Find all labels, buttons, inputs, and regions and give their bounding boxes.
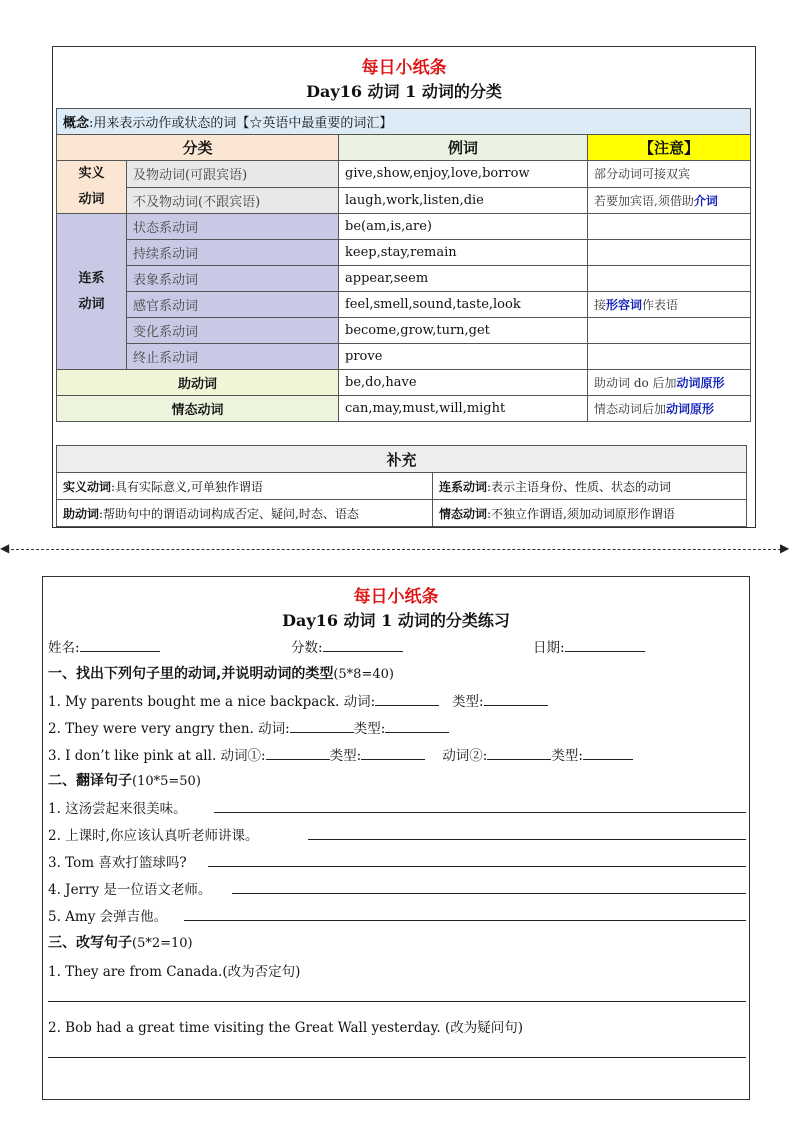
cat-modal: 情态动词 <box>57 396 339 422</box>
s3-question-2: 2. Bob had a great time visiting the Great Wall yesterday. (改为疑问句) <box>48 1020 524 1036</box>
s1-q3-type2-blank[interactable] <box>583 747 633 760</box>
sub-intransitive: 不及物动词(不跟宾语) <box>127 187 339 214</box>
examples-state: be(am,is,are) <box>339 214 588 240</box>
sub-continuous: 持续系动词 <box>127 240 339 266</box>
s1-question-3: 3. I don’t like pink at all. 动词①: 类型: 动词②: 类型: <box>48 744 633 764</box>
examples-sense: feel,smell,sound,taste,look <box>339 292 588 318</box>
arrow-right-icon: ▶ <box>780 541 790 555</box>
s2-q3-answer-line[interactable] <box>208 866 746 867</box>
examples-transitive: give,show,enjoy,love,borrow <box>339 161 588 188</box>
s1-question-1: 1. My parents bought me a nice backpack. 动词: 类型: <box>48 690 548 710</box>
header-category: 分类 <box>57 135 339 161</box>
section2-heading: 二、翻译句子(10*5=50) <box>48 773 201 789</box>
s2-question-3: 3. Tom 喜欢打篮球吗? <box>48 855 187 871</box>
examples-termination: prove <box>339 344 588 370</box>
date-field: 日期: <box>533 636 645 656</box>
s2-question-1: 1. 这汤尝起来很美味。 <box>48 801 187 817</box>
s3-q1-answer-line[interactable] <box>48 1001 746 1002</box>
examples-continuous: keep,stay,remain <box>339 240 588 266</box>
examples-auxiliary: be,do,have <box>339 370 588 396</box>
concept-label: 概念 <box>63 116 90 131</box>
arrow-left-icon: ◀ <box>0 541 10 555</box>
score-blank[interactable] <box>323 639 403 652</box>
card-title-red: 每日小纸条 <box>361 58 447 78</box>
s1-q3-type1-blank[interactable] <box>361 747 425 760</box>
verb-classification-table <box>56 108 751 422</box>
s1-q2-type-blank[interactable] <box>385 720 449 733</box>
name-blank[interactable] <box>80 639 160 652</box>
concept-text: :用来表示动作或状态的词【☆英语中最重要的词汇】 <box>89 116 393 131</box>
s1-question-2: 2. They were very angry then. 动词: 类型: <box>48 717 449 737</box>
s2-q1-answer-line[interactable] <box>214 812 746 813</box>
examples-intransitive: laugh,work,listen,die <box>339 187 588 214</box>
group-content-verbs: 实义 动词 <box>57 161 127 214</box>
supplement-title: 补充 <box>57 446 747 473</box>
group-linking-verbs: 连系 动词 <box>57 214 127 370</box>
cat-auxiliary: 助动词 <box>57 370 339 396</box>
header-examples: 例词 <box>339 135 588 161</box>
s2-q4-answer-line[interactable] <box>232 893 746 894</box>
exercise-title: Day16 动词 1 动词的分类练习 <box>282 611 510 630</box>
card-title: Day16 动词 1 动词的分类 <box>306 82 502 101</box>
exercise-title-red: 每日小纸条 <box>353 587 439 607</box>
note-modal: 情态动词后加动词原形 <box>588 396 751 422</box>
s2-q5-answer-line[interactable] <box>184 920 746 921</box>
section1-heading: 一、找出下列句子里的动词,并说明动词的类型(5*8=40) <box>48 666 394 682</box>
s2-q2-answer-line[interactable] <box>308 839 746 840</box>
s1-q3-verb2-blank[interactable] <box>487 747 551 760</box>
s1-q1-type-blank[interactable] <box>484 693 548 706</box>
examples-appearance: appear,seem <box>339 266 588 292</box>
supplement-modal-verb: 情态动词:不独立作谓语,须加动词原形作谓语 <box>433 500 747 527</box>
section3-heading: 三、改写句子(5*2=10) <box>48 935 193 951</box>
s3-question-1: 1. They are from Canada.(改为否定句) <box>48 964 301 980</box>
score-field: 分数: <box>291 636 403 656</box>
s3-q2-answer-line[interactable] <box>48 1057 746 1058</box>
s2-question-5: 5. Amy 会弹吉他。 <box>48 909 168 925</box>
concept-row <box>57 109 751 135</box>
note-auxiliary: 助动词 do 后加动词原形 <box>588 370 751 396</box>
sub-state: 状态系动词 <box>127 214 339 240</box>
examples-change: become,grow,turn,get <box>339 318 588 344</box>
note-transitive: 部分动词可接双宾 <box>588 161 751 188</box>
note-sense: 接形容词作表语 <box>588 292 751 318</box>
supplement-linking-verb: 连系动词:表示主语身份、性质、状态的动词 <box>433 473 747 500</box>
s2-question-4: 4. Jerry 是一位语文老师。 <box>48 882 212 898</box>
sub-termination: 终止系动词 <box>127 344 339 370</box>
note-intransitive: 若要加宾语,须借助介词 <box>588 187 751 214</box>
supplement-table <box>56 445 747 527</box>
s1-q1-verb-blank[interactable] <box>375 693 439 706</box>
sub-change: 变化系动词 <box>127 318 339 344</box>
sub-sense: 感官系动词 <box>127 292 339 318</box>
sub-transitive: 及物动词(可跟宾语) <box>127 161 339 188</box>
name-field: 姓名: <box>48 636 160 656</box>
date-blank[interactable] <box>565 639 645 652</box>
sub-appearance: 表象系动词 <box>127 266 339 292</box>
s1-q2-verb-blank[interactable] <box>290 720 354 733</box>
header-note: 【注意】 <box>588 135 751 161</box>
supplement-content-verb: 实义动词:具有实际意义,可单独作谓语 <box>57 473 433 500</box>
supplement-auxiliary-verb: 助动词:帮助句中的谓语动词构成否定、疑问,时态、语态 <box>57 500 433 527</box>
cut-line <box>6 549 786 550</box>
examples-modal: can,may,must,will,might <box>339 396 588 422</box>
s2-question-2: 2. 上课时,你应该认真听老师讲课。 <box>48 828 259 844</box>
s1-q3-verb1-blank[interactable] <box>266 747 330 760</box>
